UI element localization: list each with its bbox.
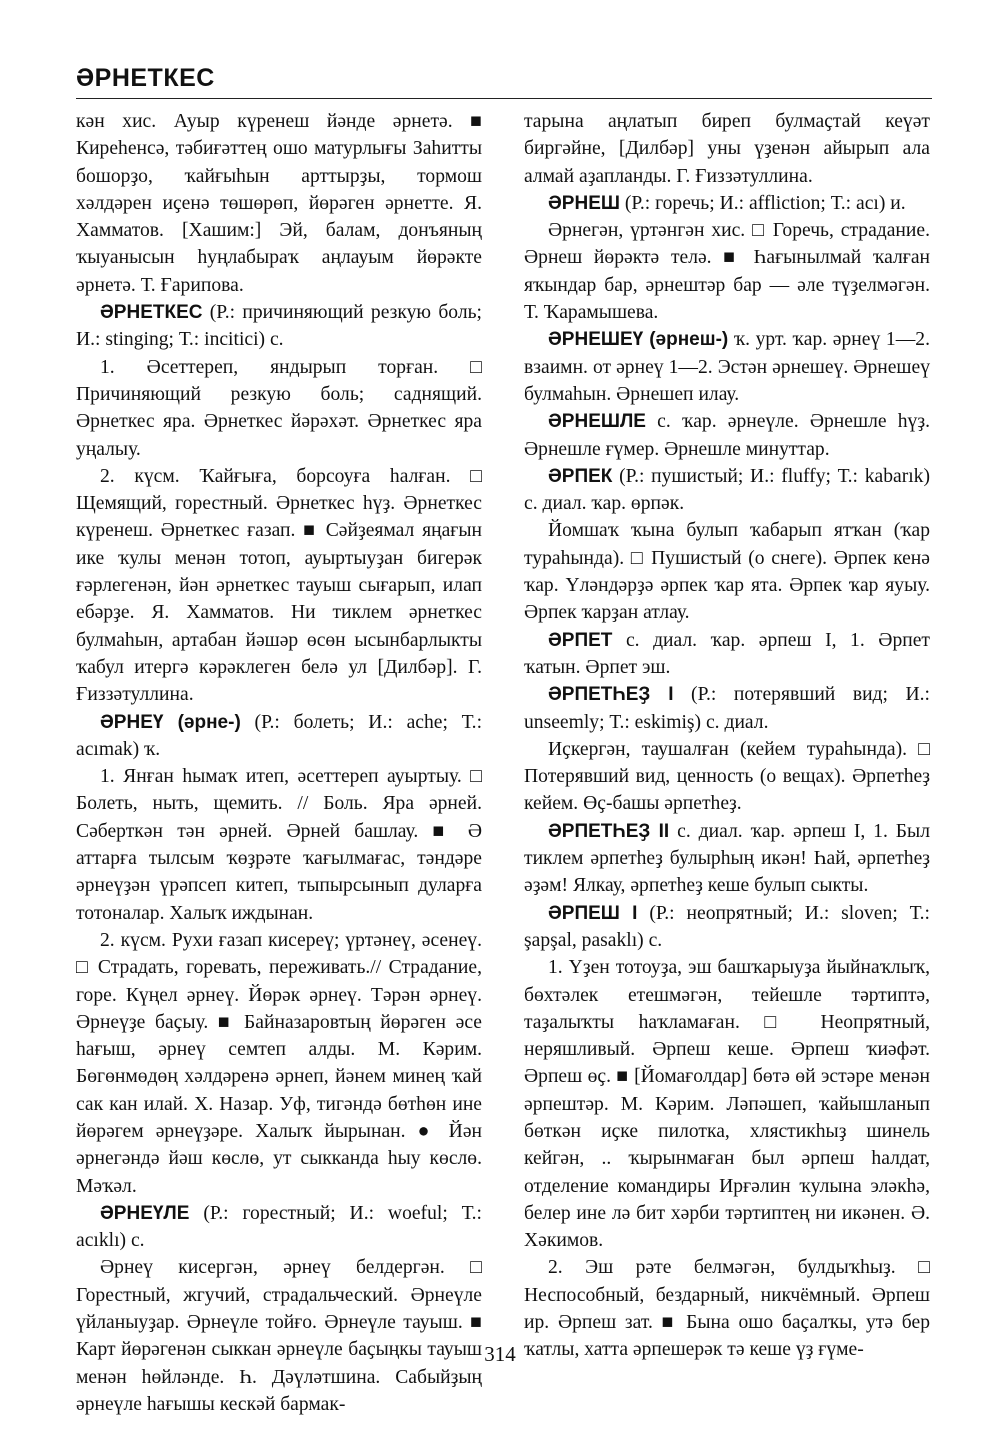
dictionary-entry: [524, 900, 930, 955]
sense-text: 1. Янған һымаҡ итеп, әсеттереп ауыртыу. □ Болеть, ныть, щемить. // Боль. Яра әрней. Сәберткән тән әрней. Әрней башлау. ■ Ә аттарға тылсым ҡөҙрәте ҡағылмағас, тәндәре әрнеүҙән үрәпсеп китеп, тыпырсынып дуларға тотоналар. Халыҡ иждынан.: [76, 766, 482, 924]
entry-text: (Р.: пушистый; И.: fluffy; Т.: kabarık) с. диал. ҡар. өрпәк.: [524, 465, 930, 515]
entry-text: (Р.: горестный; И.: woeful; Т.: acıklı) с.: [76, 1202, 482, 1252]
headword: ӘРПЕТҺЕҘ I: [548, 684, 674, 706]
right-column: [524, 108, 930, 1364]
sense-paragraph: [76, 354, 482, 463]
page-number: 314: [484, 1342, 516, 1366]
sense-paragraph: [524, 736, 930, 818]
dictionary-entry: [524, 818, 930, 900]
entry-text: (Р.: горечь; И.: affliction; Т.: acı) и.: [619, 192, 906, 214]
dictionary-entry: [524, 463, 930, 518]
dictionary-entry: [524, 190, 930, 217]
dictionary-entry: [76, 1200, 482, 1255]
entry-text: (Р.: причиняющий резкую боль; И.: stinging; Т.: incitici) с.: [76, 302, 482, 351]
headword: ӘРПЕТҺЕҘ II: [548, 820, 670, 842]
headword: ӘРПЕТ: [548, 629, 613, 651]
dictionary-entry: [524, 326, 930, 408]
headword: ӘРНЕҮЛЕ: [100, 1202, 190, 1224]
headword: ӘРПЕШ I: [548, 902, 638, 924]
headword: ӘРНЕШЕҮ (әрнеш-): [548, 329, 729, 351]
sense-text: 2. күсм. Рухи ғазап кисереү; үртәнеү, әсенеү. □ Страдать, горевать, переживать.// Страдание, горе. Күңел әрнеү. Йөрәк әрнеү. Тәрән әрнеү. Әрнеүҙе баҫыу. ■ Байназаровтың йөрәген әсе һағыш, әрнеү семтеп алды. М. Кәрим. Бөгөнмөдөң хәлдәренә әрнеп, йәнем минең ҡай сак кан илай. Х. Назар. Уф, тигәндә бөтһөн ине йөрәгем әрнеүҙәре. Халыҡ йырынан. ● Йән әрнегәндә йәш көслө, ут сыкканда һыу көслө. Мәҡәл.: [76, 929, 482, 1197]
entry-text: с. ҡар. әрнеүле. Әрнешле һүҙ. Әрнешле ғүмер. Әрнешле минуттар.: [524, 411, 930, 460]
header-rule: [76, 98, 932, 99]
sense-text: Иҫкергән, таушалған (кейем тураһында). □ Потерявший вид, ценность (о вещах). Әрпетһеҙ кейем. Өҫ-башы әрпетһеҙ.: [524, 738, 930, 815]
sense-paragraph: [76, 763, 482, 927]
sense-text: Әрнеү кисергән, әрнеү белдергән. □ Горестный, жгучий, страдальческий. Әрнеүле үйланыуҙар. Әрнеүле тойғо. Әрнеүле тауыш. ■ Карт йөрәгенән сыккан әрнеүле баҫыңкы тауыш менән һөйләнде. Һ. Дәүләтшина. Сабыйҙың әрнеүле һағышы кескәй бармак-: [76, 1257, 482, 1415]
continued-text: [524, 108, 930, 190]
headword: ӘРПЕК: [548, 465, 613, 487]
headword: ӘРНЕШ: [548, 192, 620, 214]
dictionary-entry: [524, 681, 930, 736]
entry-text: (Р.: болеть; И.: ache; Т.: acımak) ҡ.: [76, 711, 483, 760]
sense-paragraph: [76, 927, 482, 1200]
dictionary-entry: [524, 627, 930, 682]
sense-paragraph: [76, 463, 482, 709]
entry-text: с. диал. ҡар. әрпеш I, 1. Әрпет ҡатын. Әрпет эш.: [524, 629, 930, 678]
entry-text: (Р.: неопрятный; И.: sloven; Т.: şapşal, pasaklı) с.: [524, 902, 930, 951]
headword: ӘРНЕҮ (әрне-): [100, 711, 241, 733]
headword: ӘРНЕТКЕС: [100, 302, 203, 324]
entry-text: с. диал. ҡар. әрпеш I, 1. Был тиклем әрпетһеҙ булырһың икән! Һай, әрпетһеҙ әҙәм! Ялкау, әрпетһеҙ кеше булып сыкты.: [524, 820, 930, 897]
running-head: ӘРНЕТКЕС: [76, 64, 215, 92]
sense-text: 1. Әсеттереп, яндырып торған. □ Причиняющий резкую боль; саднящий. Әрнеткес яра. Әрнеткес йәрәхәт. Әрнеткес яра уңалыу.: [76, 356, 482, 460]
headword: ӘРНЕШЛЕ: [548, 411, 646, 433]
dictionary-entry: [76, 299, 482, 354]
dictionary-entry: [76, 709, 482, 764]
sense-paragraph: [76, 1254, 482, 1418]
dictionary-entry: [524, 408, 930, 463]
entry-text: (Р.: потерявший вид; И.: unseemly; Т.: eskimiş) с. диал.: [524, 684, 930, 733]
sense-text: 2. күсм. Ҡайғыға, борсоуға һалған. □ Щемящий, горестный. Әрнеткес һүҙ. Әрнеткес күренеш. Әрнеткес ғазап. ■ Сәйҙеямал яңағын ике ҡулы менән тотоп, ауыртыуҙан бигерәк ғәрлегенән, йән әрнеткес тауыш сығарып, илап ебәрҙе. Я. Хамматов. Ни тиклем әрнеткес булмаһын, артабан йәшәр өсөн ысынбарлыкты ҡабул итергә кәрәклеген белә ул [Дилбәр]. Г. Ғиззәтуллина.: [76, 465, 482, 706]
sense-text: 1. Үҙен тотоуҙа, эш башҡарыуҙа йыйнаҡлыҡ, бөхтәлек етешмәгән, тейешле тәртиптә, таҙалыҡты һаҡламаған. □ Неопрятный, неряшливый. Әрпеш кеше. Әрпеш ҡиәфәт. Әрпеш өҫ. ■ [Йомағолдар] бөтә өй эстәре менән әрпештәр. М. Кәрим. Ләпәшеп, ҡайышланып бөткән иҫке пилотка, хлястикһыҙ шинель кейгән, .. ҡырынмаған был әрпеш һалдат, отделение командиры Ирғәлин ҡулына эләкһә, белер ине лә бит хәрби тәртиптең ни икәнен. Ә. Хәкимов.: [524, 957, 930, 1252]
entry-text: ҡ. урт. ҡар. әрнеү 1—2. взаимн. от әрнеү 1—2. Эстән әрнешеү. Әрнешеү булмаһын. Әрнешеп илау.: [524, 329, 930, 405]
continued-text: [76, 108, 482, 299]
sense-text: 2. Эш рәте белмәгән, булдыҡһыҙ. □ Неспособный, бездарный, никчёмный. Әрпеш ир. Әрпеш зат. ■ Бына ошо баҫалҡы, утә бер ҡатлы, хатта әрпешерәк тә кеше үҙ ғүме-: [524, 1257, 930, 1361]
left-column: [76, 108, 482, 1418]
entry-text: тарына аңлатып биреп булмаҫтай кеүәт биргәйне, [Дилбәр] уны үҙенән айырып ала алмай аҙапланды. Г. Ғиззәтуллина.: [524, 111, 930, 187]
sense-text: Йомшаҡ ҡына булып ҡабарып ятҡан (ҡар тураһында). □ Пушистый (о снеге). Әрпек кенә ҡар. Үләндәрҙә әрпек ҡар ята. Әрпек ҡар яуыу. Әрпек ҡарҙан атлау.: [524, 520, 930, 624]
sense-paragraph: [524, 517, 930, 626]
sense-paragraph: [524, 954, 930, 1254]
entry-text: кән хис. Ауыр күренеш йәнде әрнетә. ■ Киреһенсә, тәбиғәттең ошо матурлығы Заһитты бошорҙо, ҡайғыһын арттырҙы, тормош хәлдәрен иҫенә төшөрөп, йөрәген әрнетте. Я. Хамматов. [Хашим:] Эй, балам, донъяның ҡыуанысын һуңлабыраҡ аңлауым йөрәкте әрнетә. Т. Ғарипова.: [76, 111, 482, 296]
sense-text: Әрнегән, үртәнгән хис. □ Горечь, страдание. Әрнеш йөрәктә телә. ■ Һағынылмай ҡалған яҡындар бар, әрнештәр бар — әле түҙелмәгән. Т. Ҡарамышева.: [524, 220, 930, 324]
sense-paragraph: [524, 217, 930, 326]
